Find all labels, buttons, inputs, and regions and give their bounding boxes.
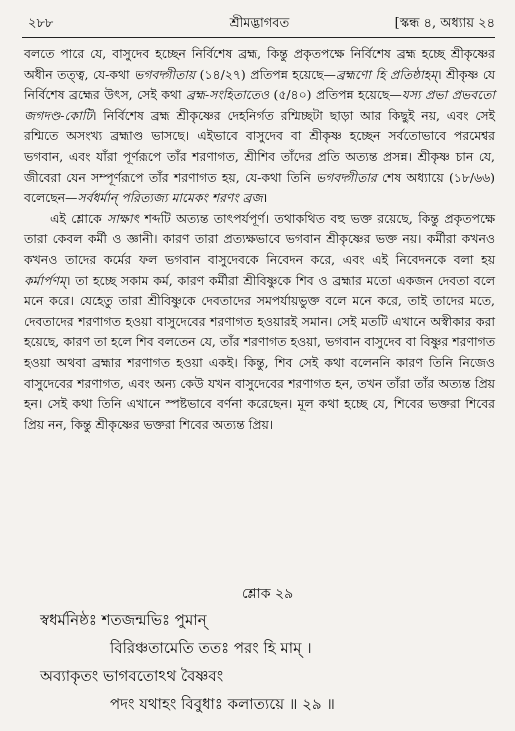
text-run: । শ্রীকৃষ্ণ যে নির্বিশেষ ব্রহ্মের উৎস, সেই কথা <box>24 66 496 103</box>
text-run: । তা হচ্ছে সকাম কর্ম, কারণ কর্মীরা শ্রীবিষ্ণুকে শিব ও ব্রহ্মার মতো একজন দেবতা বলে মনে করে। যেহেতু তারা শ্রীবিষ্ণুকে দেবতাদের সমপর্যায়ভুক্ত বলে মনে করে, তাই তাদের মতে, দেবতাদের শরণাগত হওয়া বাসুদেবের শরণাগত হওয়ারই সমান। সেই মতটি এখানে অস্বীকার করা হয়েছে, কারণ তা হলে শিব বলতেন যে, তাঁর শরণাগত হওয়া, ভগবান বাসুদেব বা বিষ্ণুর শরণাগত হওয়া অথবা ব্রহ্মার শরণাগত হওয়া একই। কিন্তু, শিব সেই কথা বলেননি কারণ তিনি নিজেও বাসুদেবের শরণাগত, এবং অন্য কেউ যখন বাসুদেবের শরণাগত হন, তখন তাঁরা তাঁর অত্যন্ত প্রিয় হন। সেই কথা তিনি এখানে স্পষ্টভাবে বর্ণনা করেছেন। মূল কথা হচ্ছে যে, শিবের ভক্তরা শিবের প্রিয় নন, কিন্তু শ্রীকৃষ্ণের ভক্তরা শিবের অত্যন্ত প্রিয়। <box>24 272 495 432</box>
text-run: (১৪/২৭) প্রতিপন্ন হয়েছে— <box>195 66 336 82</box>
verse-line: পদং যথাহং বিবুধাঃ কলাত্যয়ে ॥ ২৯ ॥ <box>110 695 335 713</box>
header-rule <box>22 37 495 38</box>
italic-run: ভগবদ্গীতার <box>316 169 377 185</box>
text-run: (৫/৪০) প্রতিপন্ন হয়েছে— <box>269 87 402 103</box>
text-run: । নির্বিশেষ ব্রহ্ম শ্রীকৃষ্ণের দেহনির্গত রশ্মিচ্ছটা ছাড়া আর কিছুই নয়, এবং সেই রশ্মিতে অসংখ্য ব্রহ্মাণ্ড ভাসছে। এইভাবে বাসুদেব বা শ্রীকৃষ্ণ হচ্ছেন সর্বতোভাবে পরমেশ্বর ভগবান, এবং যাঁরা পূর্ণরূপে তাঁর শরণাগত, শ্রীশিব তাঁদের প্রতি অত্যন্ত প্রসন্ন। শ্রীকৃষ্ণ চান যে, জীবেরা যেন সম্পূর্ণরূপে তাঁর শরণাগত হয়, যে-কথা তিনি <box>24 107 495 185</box>
purport-paragraph-1 <box>24 44 495 209</box>
running-title: শ্রীমদ্ভাগবত <box>229 16 290 31</box>
italic-run: সর্বধর্মান্ পরিত্যজ্য মামেকং শরণং ব্রজ <box>77 190 263 206</box>
text-run: শেষ অধ্যায়ে (১৮/৬৬) বলেছেন— <box>24 169 495 206</box>
text-run: এই শ্লোকে <box>50 210 108 226</box>
italic-run: যস্য প্রভা প্রভবতো জগদণ্ড-কোটি <box>24 87 495 123</box>
italic-run: ব্রহ্ম-সংহিতাতেও <box>186 87 269 103</box>
purport-paragraph-2 <box>24 209 495 436</box>
verse-line: স্বধর্মনিষ্ঠঃ শতজন্মভিঃ পুমান্ <box>40 611 207 629</box>
verse-line: বিরিঞ্চতামেতি ততঃ পরং হি মাম্ । <box>110 639 312 657</box>
verse-block <box>40 582 495 718</box>
italic-run: ব্রহ্মণো হি প্রতিষ্ঠাহম্ <box>335 66 438 82</box>
purport-text <box>24 44 495 435</box>
page-header <box>24 12 495 36</box>
verse-line: অব্যাকৃতং ভাগবতোঽথ বৈষ্ণবং <box>40 667 224 685</box>
text-run: বলতে পারে যে, বাসুদেব হচ্ছেন নির্বিশেষ ব্রহ্ম, কিন্তু প্রকৃতপক্ষে নির্বিশেষ ব্রহ্ম হচ্ছে শ্রীকৃষ্ণের অধীন তত্ত্ব, যে-কথা <box>24 46 495 82</box>
italic-run: কর্মার্পণম্ <box>24 272 66 288</box>
italic-run: সাক্ষাৎ <box>107 210 140 226</box>
page-number: ২৮৮ <box>28 16 54 31</box>
text-run: শব্দটি অত্যন্ত তাৎপর্যপূর্ণ। তথাকথিত বহু ভক্ত রয়েছে, কিন্তু প্রকৃতপক্ষে তারা কেবল কর্মী ও জ্ঞানী। কারণ তারা প্রত্যক্ষভাবে ভগবান শ্রীকৃষ্ণের ভক্ত নয়। কর্মীরা কখনও কখনও তাদের কর্মের ফল ভগবান বাসুদেবকে নিবেদন করে, এবং এই নিবেদনকে বলা হয় <box>24 210 495 267</box>
text-run: । <box>262 190 268 206</box>
verse-number: শ্লোক ২৯ <box>241 586 294 602</box>
italic-run: ভগবদ্গীতায় <box>134 66 196 82</box>
chapter-reference: [স্কন্ধ ৪, অধ্যায় ২৪ <box>394 16 495 31</box>
